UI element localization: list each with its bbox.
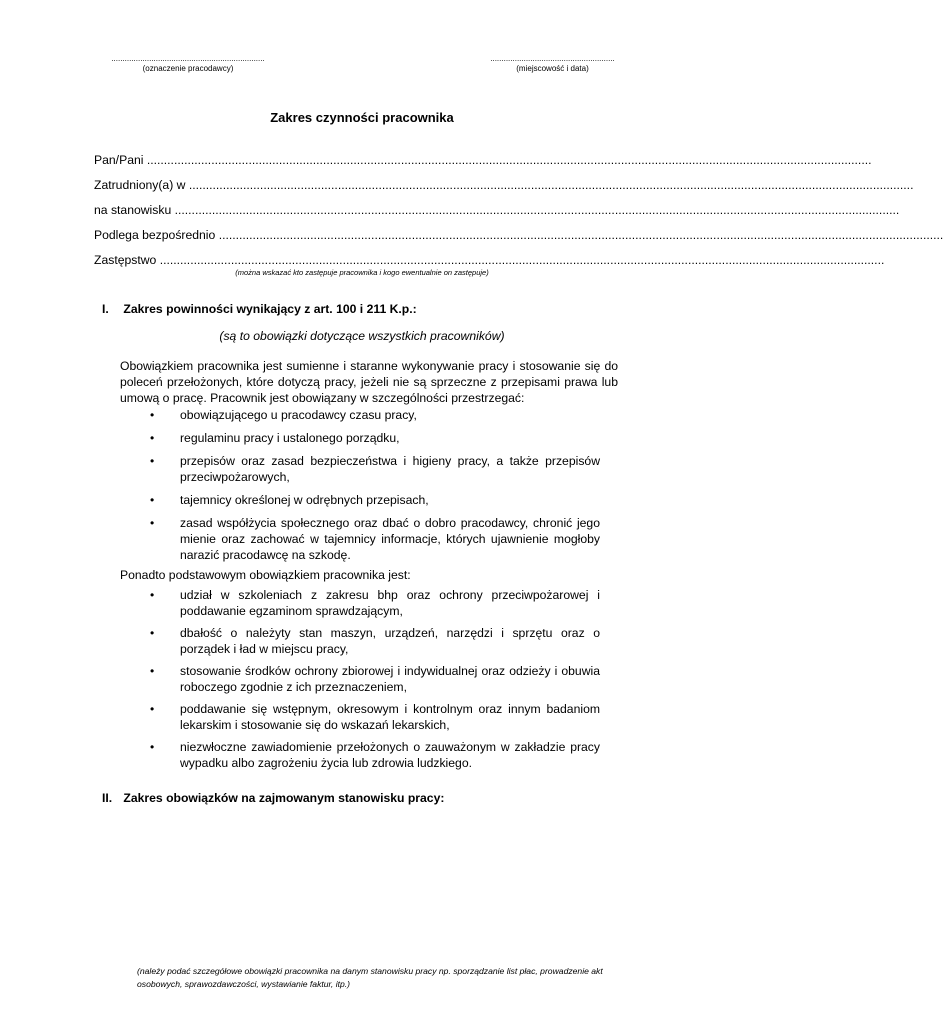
employer-caption: (oznaczenie pracodawcy) [142,64,234,73]
list-item: • udział w szkoleniach z zakresu bhp oraz ochrony przeciwpożarowej i poddawanie egzaminom sprawdzającym, [150,588,600,618]
document-title: Zakres czynności pracownika [270,110,454,125]
form-line-zastepstwo [94,253,885,268]
list-item: • zasad współżycia społecznego oraz dbać o dobro pracodawcy, chronić jego mienie oraz zachować w tajemnicy informacje, których ujawnienie mogłoby narazić pracodawcę na szkodę. [150,516,600,562]
list-item: • stosowanie środków ochrony zbiorowej i indywidualnej oraz odzieży i obuwia roboczego zgodnie z ich przeznaczeniem, [150,664,600,694]
obligations-list [120,407,600,563]
form-dots: ...................................................................................................................................................................................................................... [218,228,943,242]
place-date-dots: ........................................................ [490,54,615,63]
form-label-stanowisko: na stanowisku [94,203,175,217]
bullet-icon: • [150,431,155,445]
place-date-caption: (miejscowość i data) [516,64,589,73]
bullet-icon: • [150,454,155,468]
bullet-icon: • [150,408,155,422]
bullet-icon: • [150,588,155,602]
list-item: • przepisów oraz zasad bezpieczeństwa i higieny pracy, a także przepisów przeciwpożarowych, [150,454,600,484]
section-2-footnote: (należy podać szczegółowe obowiązki pracownika na danym stanowisku pracy np. sporządzanie list płac, prowadzenie akt osobowych, sprawozdawczości, wystawianie faktur, itp.) [137,966,603,989]
form-dots: ...................................................................................................................................................................................................................... [188,178,914,192]
section-1-intro-2: Ponadto podstawowym obowiązkiem pracownika jest: [120,568,411,582]
substitution-note: (można wskazać kto zastępuje pracownika i kogo ewentualnie on zastępuje) [235,268,489,277]
section-2-heading [102,791,444,805]
form-line-podlega [94,228,943,243]
section-2-title: Zakres obowiązków na zajmowanym stanowisku pracy: [123,791,445,805]
form-line-stanowisko [94,203,900,218]
section-2-number: II. [102,791,113,805]
bullet-icon: • [150,493,155,507]
form-label-zastepstwo: Zastępstwo [94,253,160,267]
section-1-number: I. [102,302,109,316]
section-1-heading [102,302,417,316]
section-1-title: Zakres powinności wynikający z art. 100 i 211 K.p.: [123,302,417,316]
bullet-icon: • [150,702,155,716]
form-line-zatrudniony [94,178,914,193]
form-dots: ...................................................................................................................................................................................................................... [146,153,872,167]
section-1-intro: Obowiązkiem pracownika jest sumienne i staranne wykonywanie pracy i stosowanie się do poleceń przełożonych, które dotyczą pracy, jeżeli nie są sprzeczne z przepisami prawa lub umową o pracę. Pracownik jest obowiązany w szczególności przestrzegać: [120,359,618,405]
form-label-zatrudniony: Zatrudniony(a) w [94,178,189,192]
list-item: • dbałość o należyty stan maszyn, urządzeń, narzędzi i sprzętu oraz o porządek i ład w miejscu pracy, [150,626,600,656]
list-item: • obowiązującego u pracodawcy czasu pracy, [150,408,417,422]
section-1-subtitle: (są to obowiązki dotyczące wszystkich pracowników) [219,329,505,343]
list-item: • tajemnicy określonej w odrębnych przepisach, [150,493,429,507]
basic-duties-list [120,587,600,771]
bullet-icon: • [150,626,155,640]
employer-designation-field [95,54,281,75]
list-item: • regulaminu pracy i ustalonego porządku, [150,431,400,445]
form-dots: ...................................................................................................................................................................................................................... [159,253,885,267]
form-dots: ...................................................................................................................................................................................................................... [174,203,900,217]
place-date-field [476,54,629,75]
form-label-pan-pani: Pan/Pani [94,153,147,167]
list-item: • poddawanie się wstępnym, okresowym i kontrolnym oraz innym badaniom lekarskim i stosowanie się do wskazań lekarskich, [150,702,600,732]
form-line-pan-pani [94,153,872,168]
bullet-icon: • [150,664,155,678]
form-label-podlega: Podlega bezpośrednio [94,228,219,242]
employer-dots: ..................................................................... [111,54,265,63]
bullet-icon: • [150,740,155,754]
bullet-icon: • [150,516,155,530]
list-item: • niezwłoczne zawiadomienie przełożonych o zauważonym w zakładzie pracy wypadku albo zagrożeniu życia lub zdrowia ludzkiego. [150,740,600,770]
